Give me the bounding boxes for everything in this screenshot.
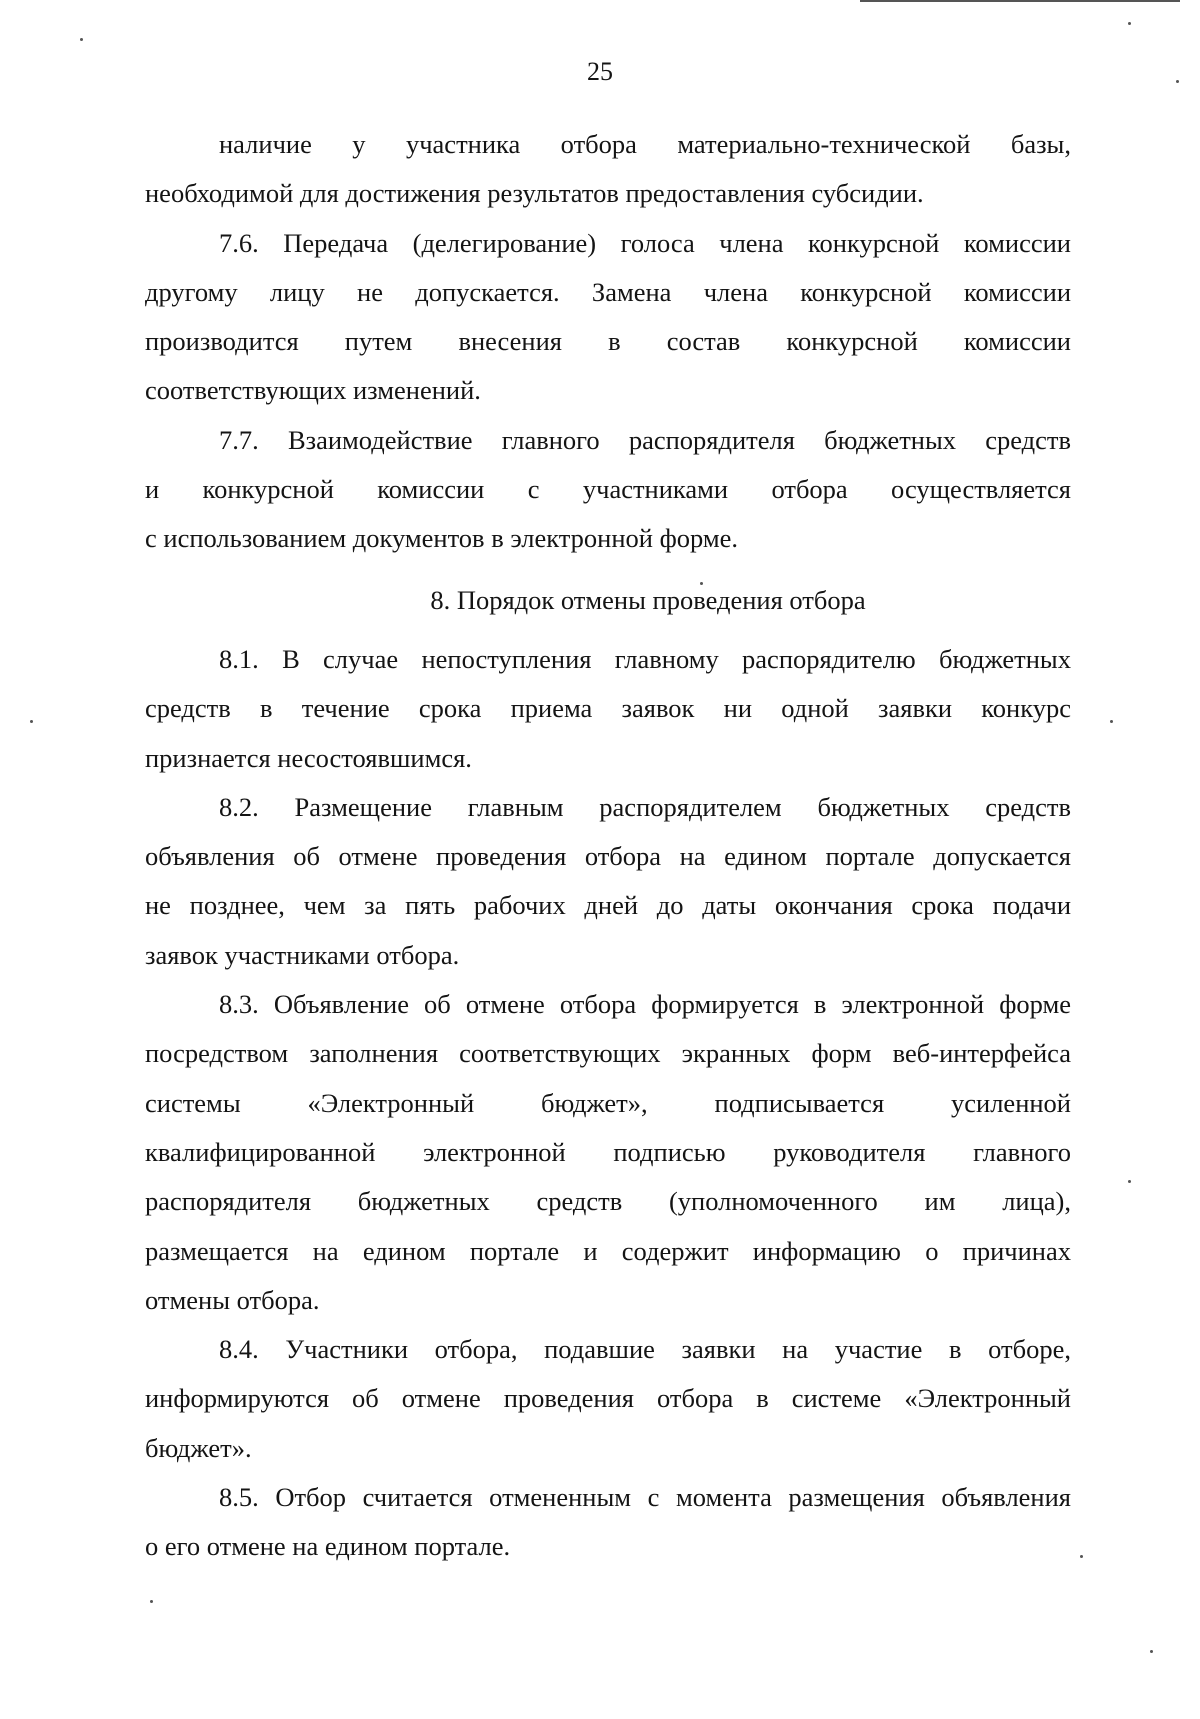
text-line: 8.4. Участники отбора, подавшие заявки на участие в отборе,: [219, 1334, 1071, 1365]
scan-speck: [150, 1600, 153, 1603]
document-body: [145, 120, 1071, 1572]
paragraph-7-5-continuation: [145, 120, 1071, 219]
page-number: 25: [587, 57, 613, 86]
scan-speck: [30, 720, 33, 723]
text-line: производится путем внесения в состав конкурсной комиссии: [145, 326, 1071, 357]
text-line: посредством заполнения соответствующих экранных форм веб-интерфейса: [145, 1038, 1071, 1069]
scan-speck: [1080, 1555, 1083, 1558]
section-heading: 8. Порядок отмены проведения отбора: [430, 584, 866, 615]
text-line: квалифицированной электронной подписью руководителя главного: [145, 1136, 1071, 1167]
scan-speck: [1128, 22, 1131, 25]
text-line: 7.6. Передача (делегирование) голоса члена конкурсной комиссии: [219, 227, 1071, 258]
text-line: 7.7. Взаимодействие главного распорядителя бюджетных средств: [219, 424, 1071, 455]
text-line: 8.5. Отбор считается отмененным с момента размещения объявления: [219, 1482, 1071, 1513]
text-line: о его отмене на едином портале.: [145, 1531, 511, 1562]
paragraph-8-4: [145, 1325, 1071, 1473]
text-line: размещается на едином портале и содержит информацию о причинах: [145, 1235, 1071, 1266]
scan-speck: [1176, 80, 1179, 83]
text-line: с использованием документов в электронной форме.: [145, 523, 738, 554]
paragraph-8-5: [145, 1473, 1071, 1572]
text-line: объявления об отмене проведения отбора на едином портале допускается: [145, 841, 1071, 872]
text-line: информируются об отмене проведения отбора в системе «Электронный: [145, 1383, 1071, 1414]
text-line: наличие у участника отбора материально-технической базы,: [219, 129, 1071, 159]
scan-speck: [700, 582, 703, 585]
text-line: отмены отбора.: [145, 1284, 320, 1315]
paragraph-7-6: [145, 219, 1071, 416]
scan-speck: [1110, 720, 1113, 723]
text-line: распорядителя бюджетных средств (уполномоченного им лица),: [145, 1186, 1071, 1217]
text-line: 8.2. Размещение главным распорядителем бюджетных средств: [219, 791, 1071, 822]
text-line: заявок участниками отбора.: [145, 939, 460, 970]
text-line: средств в течение срока приема заявок ни одной заявки конкурс: [145, 693, 1071, 724]
text-line: не позднее, чем за пять рабочих дней до даты окончания срока подачи: [145, 890, 1071, 921]
top-edge-rule: [860, 0, 1180, 2]
text-line: другому лицу не допускается. Замена члена конкурсной комиссии: [145, 276, 1071, 307]
text-line: соответствующих изменений.: [145, 375, 481, 406]
scan-speck: [80, 38, 83, 41]
text-line: признается несостоявшимся.: [145, 742, 472, 773]
text-line: бюджет».: [145, 1432, 252, 1463]
text-line: 8.1. В случае непоступления главному распорядителю бюджетных: [219, 643, 1071, 674]
scan-speck: [1150, 1650, 1153, 1653]
text-line: системы «Электронный бюджет», подписывается усиленной: [145, 1087, 1071, 1118]
paragraph-7-7: [145, 416, 1071, 564]
paragraph-8-1: [145, 635, 1071, 783]
text-line: необходимой для достижения результатов предоставления субсидии.: [145, 178, 924, 209]
scan-speck: [1128, 1180, 1131, 1183]
text-line: и конкурсной комиссии с участниками отбора осуществляется: [145, 474, 1071, 505]
paragraph-8-3: [145, 980, 1071, 1325]
text-line: 8.3. Объявление об отмене отбора формируется в электронной форме: [219, 989, 1071, 1020]
paragraph-8-2: [145, 783, 1071, 980]
